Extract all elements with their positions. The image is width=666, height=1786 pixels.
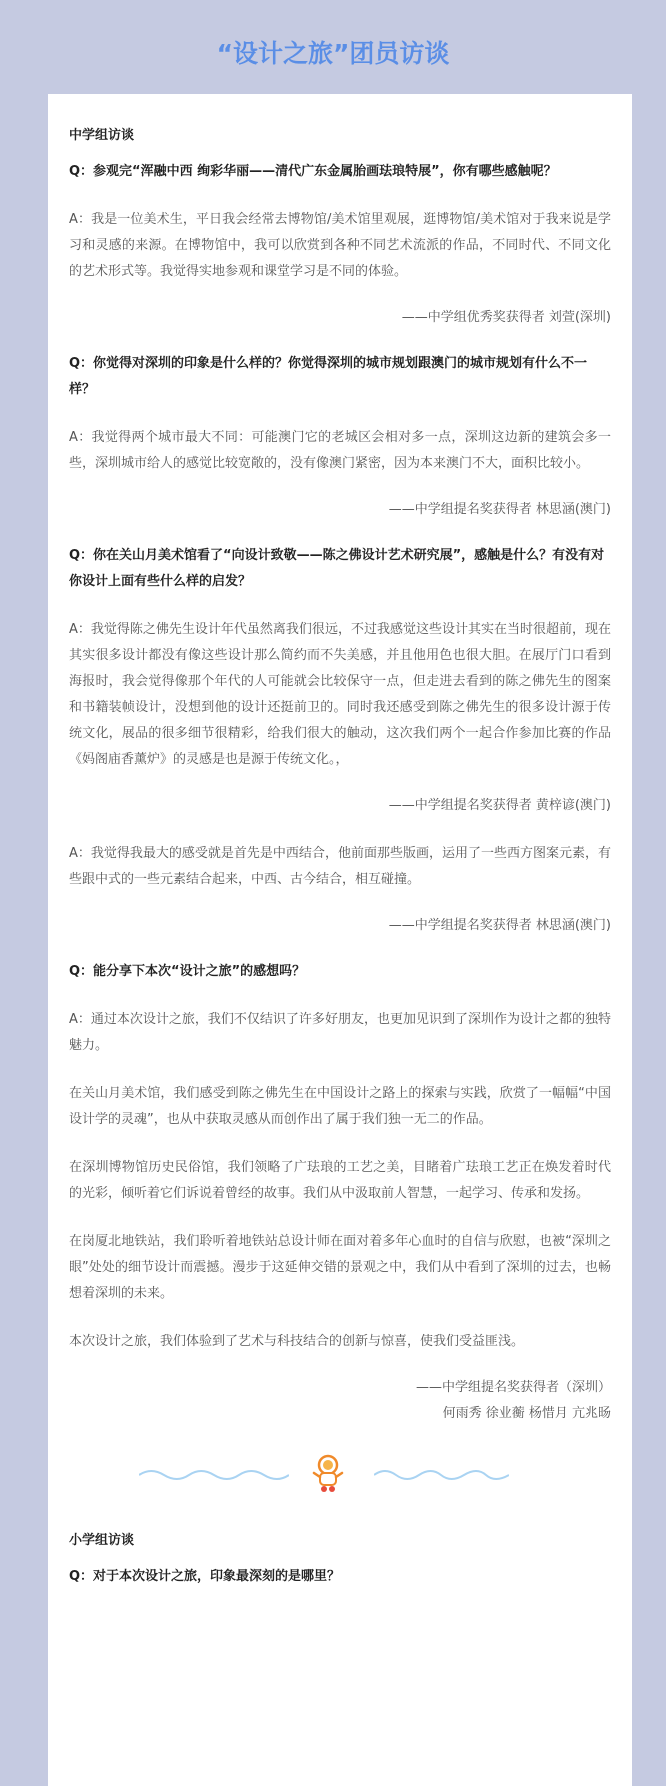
answer-paragraph: A：通过本次设计之旅，我们不仅结识了许多好朋友，也更加见识到了深圳作为设计之都的独特魅力。 [69,1012,611,1053]
signature: ——中学组提名奖获得者 黄梓谚(澳门) [388,798,611,813]
answer-paragraph: A：我觉得我最大的感受就是首先是中西结合，他前面那些版画，运用了一些西方图案元素，有些跟中式的一些元素结合起来，中西、古今结合，相互碰撞。 [69,846,611,887]
answer-paragraph: 本次设计之旅，我们体验到了艺术与科技结合的创新与惊喜，使我们受益匪浅。 [69,1334,525,1349]
section-title-middle: 中学组访谈 [69,128,135,143]
signature: ——中学组提名奖获得者（深圳） [415,1380,611,1395]
answer-paragraph: A：我是一位美术生，平日我会经常去博物馆/美术馆里观展，逛博物馆/美术馆对于我来说是学习和灵感的来源。在博物馆中，我可以欣赏到各种不同艺术流派的作品，不同时代、不同文化的艺术形式等。我觉得实地参观和课堂学习是不同的体验。 [69,212,611,279]
astronaut-icon [311,1453,345,1493]
answer-paragraph: 在深圳博物馆历史民俗馆，我们领略了广珐琅的工艺之美，目睹着广珐琅工艺正在焕发着时代的光彩，倾听着它们诉说着曾经的故事。我们从中汲取前人智慧，一起学习、传承和发扬。 [69,1160,611,1201]
signature: ——中学组提名奖获得者 林思涵(澳门) [388,918,611,933]
question: Q：你觉得对深圳的印象是什么样的？你觉得深圳的城市规划跟澳门的城市规划有什么不一样？ [69,356,588,397]
section-title-primary: 小学组访谈 [69,1533,135,1548]
question: Q：参观完“浑融中西 绚彩华丽——清代广东金属胎画珐琅特展”，你有哪些感触呢？ [69,164,557,179]
content-card [48,94,632,1786]
signature: ——中学组提名奖获得者 林思涵(澳门) [388,502,611,517]
answer-paragraph: 在岗厦北地铁站，我们聆听着地铁站总设计师在面对着多年心血时的自信与欣慰，也被“深圳之眼”处处的细节设计而震撼。漫步于这延伸交错的景观之中，我们从中看到了深圳的过去，也畅想着深圳的未来。 [69,1234,611,1301]
answer-paragraph: 在关山月美术馆，我们感受到陈之佛先生在中国设计之路上的探索与实践，欣赏了一幅幅“中国设计学的灵魂”，也从中获取灵感从而创作出了属于我们独一无二的作品。 [69,1086,611,1127]
wave-left-icon [139,1463,289,1487]
question: Q：能分享下本次“设计之旅”的感想吗？ [69,964,306,979]
signature: ——中学组优秀奖获得者 刘萱(深圳) [401,310,611,325]
section-divider [69,1445,611,1505]
answer-paragraph: A：我觉得陈之佛先生设计年代虽然离我们很远，不过我感觉这些设计其实在当时很超前，现在其实很多设计都没有像这些设计那么简约而不失美感，并且他用色也很大胆。在展厅门口看到海报时，我会觉得像那个年代的人可能就会比较保守一点，但走进去看到的陈之佛先生的图案和书籍装帧设计，没想到他的设计还挺前卫的。同时我还感受到陈之佛先生的很多设计源于传统文化，展品的很多细节很精彩，给我们很大的触动，这次我们两个一起合作参加比赛的作品《妈阁庙香薰炉》的灵感是也是源于传统文化。， [69,622,611,767]
question: Q：你在关山月美术馆看了“向设计致敬——陈之佛设计艺术研究展”，感触是什么？有没有对你设计上面有些什么样的启发？ [69,548,605,589]
question: Q：对于本次设计之旅，印象最深刻的是哪里？ [69,1569,341,1584]
signature-names: 何雨秀 徐业蘅 杨惜月 亢兆旸 [442,1406,611,1421]
answer-paragraph: A：我觉得两个城市最大不同：可能澳门它的老城区会相对多一点，深圳这边新的建筑会多一些，深圳城市给人的感觉比较宽敞的，没有像澳门紧密，因为本来澳门不大，面积比较小。 [69,430,611,471]
wave-right-icon [374,1463,509,1487]
page-title: “设计之旅”团员访谈 [216,39,450,68]
